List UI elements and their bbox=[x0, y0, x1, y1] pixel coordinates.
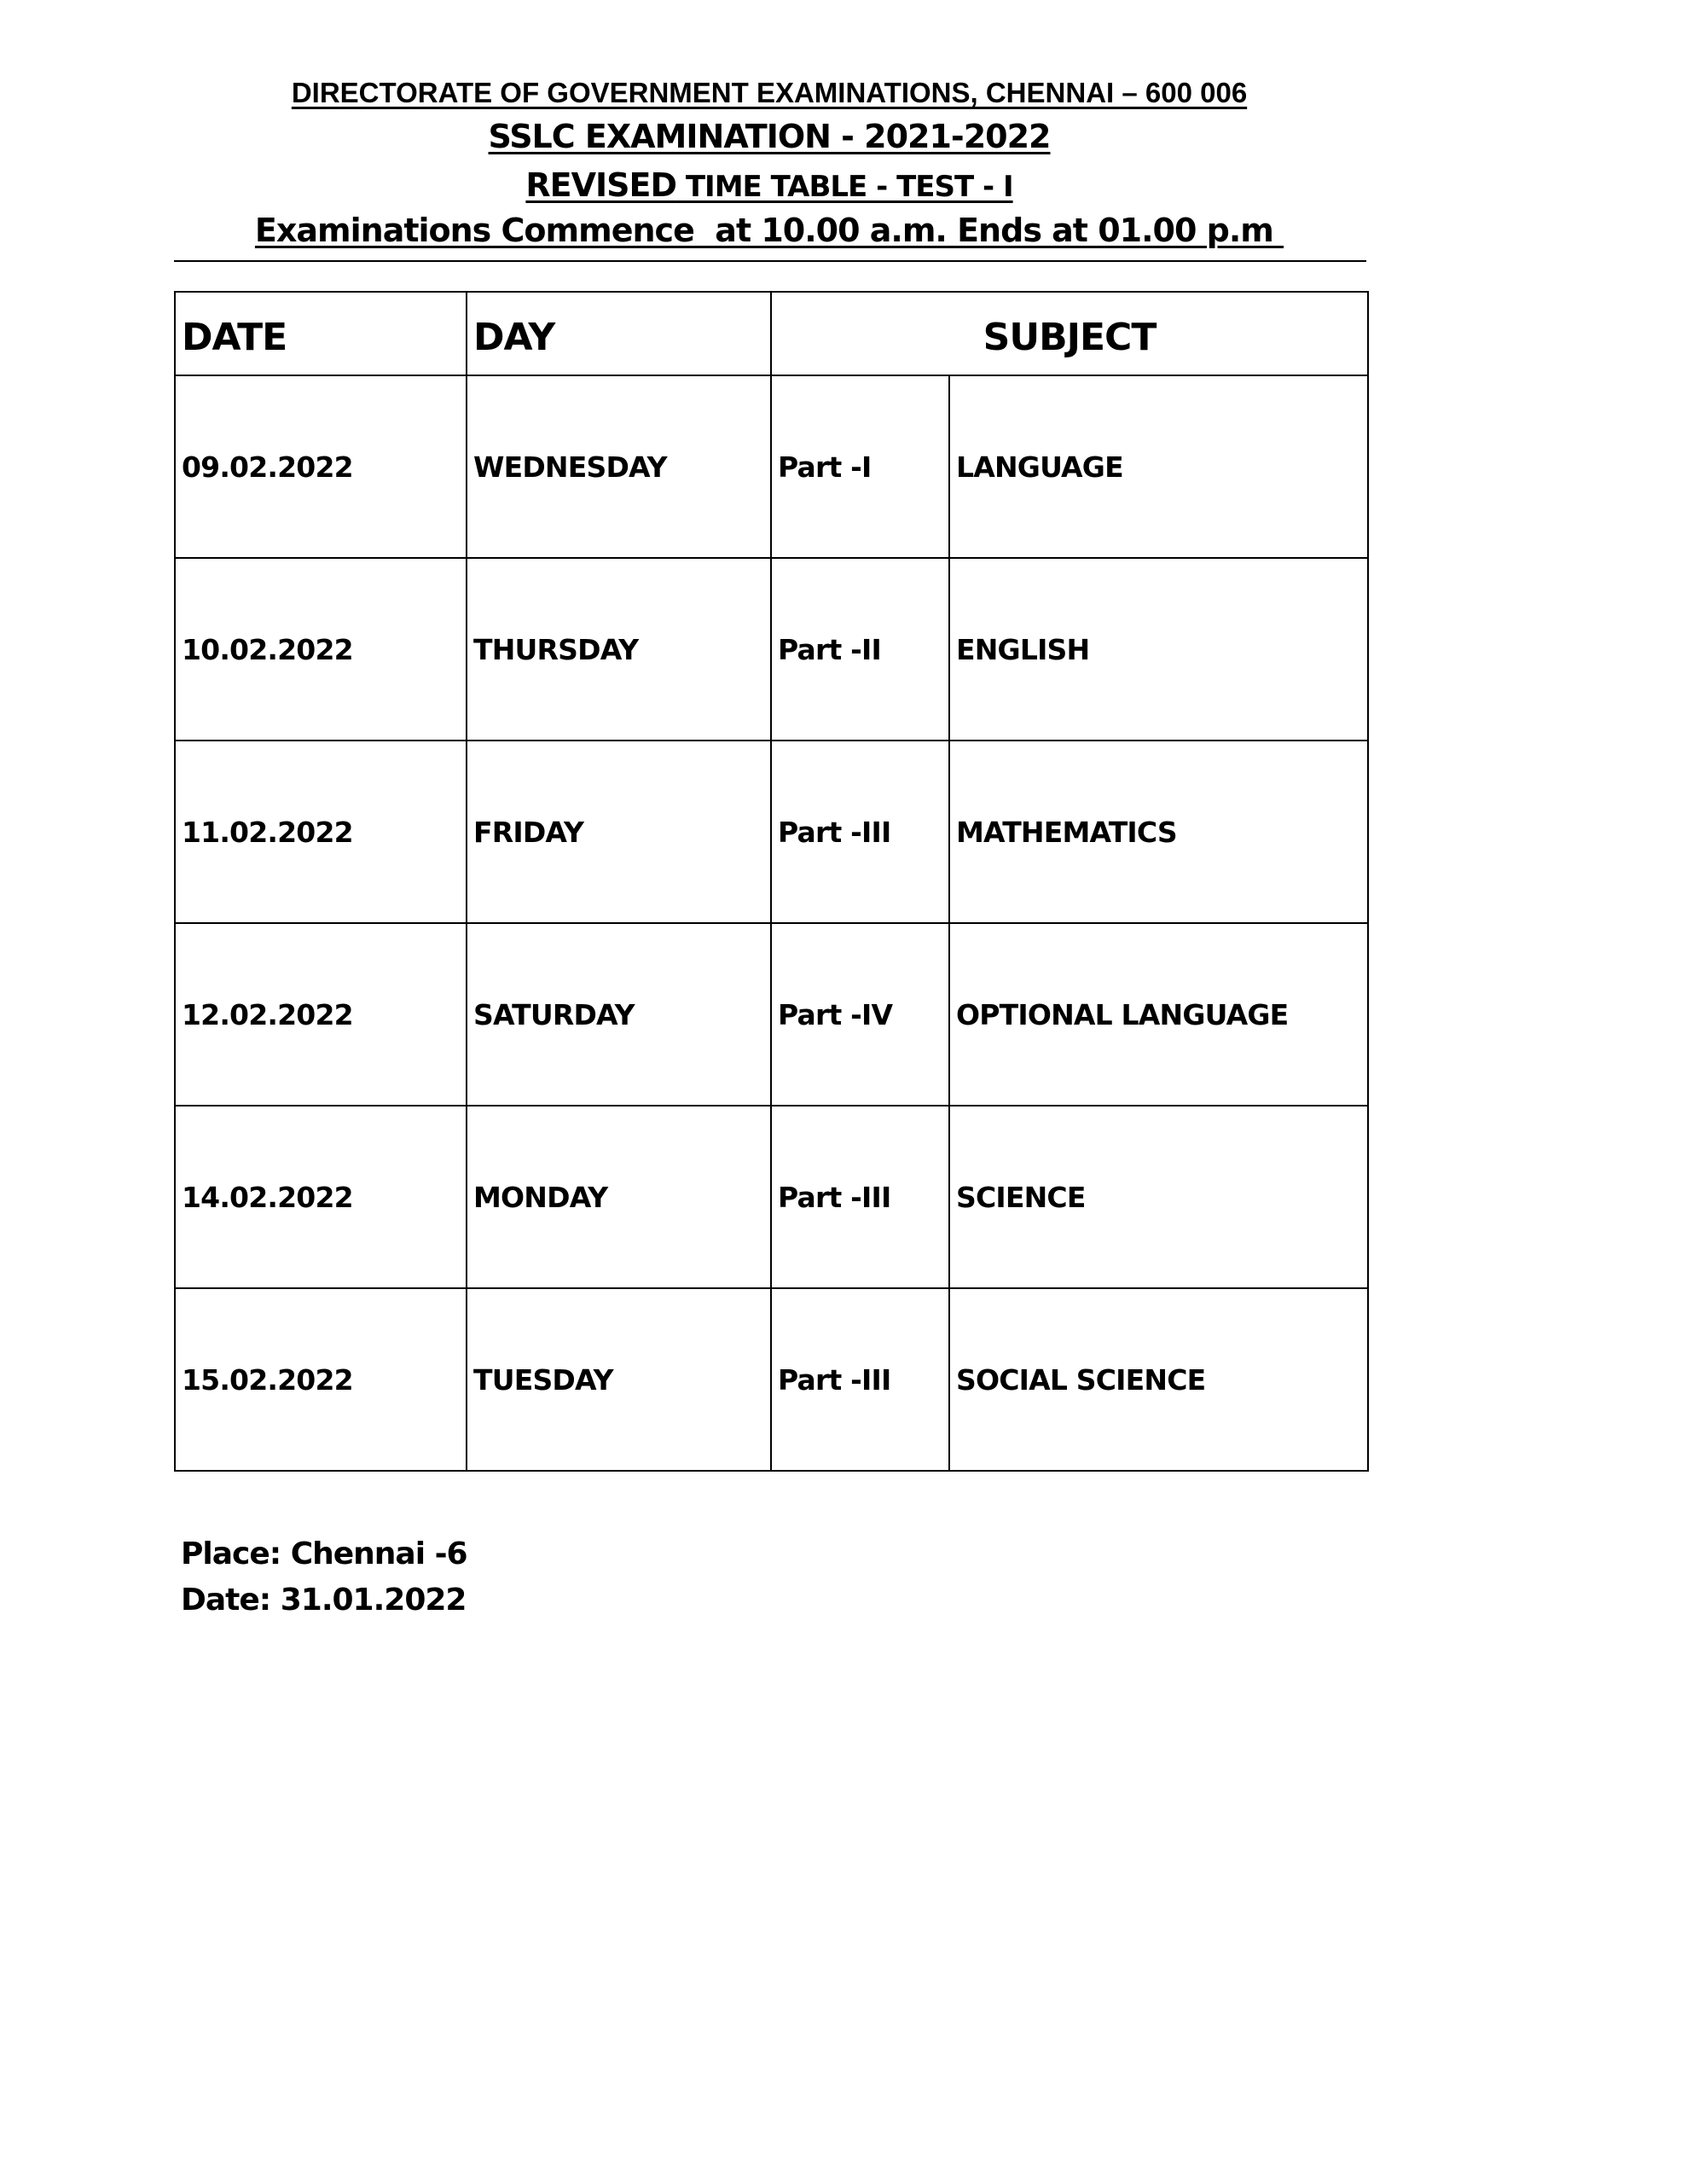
exam-title: SSLC EXAMINATION - 2021-2022 bbox=[488, 118, 1051, 155]
cell-part: Part -I bbox=[771, 375, 949, 558]
cell-day: MONDAY bbox=[467, 1106, 771, 1288]
timetable-title bbox=[0, 166, 1539, 204]
cell-part: Part -IV bbox=[771, 923, 949, 1106]
cell-part: Part -III bbox=[771, 741, 949, 923]
cell-date: 11.02.2022 bbox=[175, 741, 467, 923]
cell-date: 10.02.2022 bbox=[175, 558, 467, 741]
cell-subject: SCIENCE bbox=[949, 1106, 1368, 1288]
cell-part: Part -III bbox=[771, 1106, 949, 1288]
cell-day: WEDNESDAY bbox=[467, 375, 771, 558]
cell-day: THURSDAY bbox=[467, 558, 771, 741]
table-row bbox=[175, 741, 1368, 923]
date-line: Date: 31.01.2022 bbox=[181, 1583, 467, 1618]
cell-subject: SOCIAL SCIENCE bbox=[949, 1288, 1368, 1471]
table-row bbox=[175, 1106, 1368, 1288]
table-row bbox=[175, 1288, 1368, 1471]
cell-day: TUESDAY bbox=[467, 1288, 771, 1471]
header-subject: SUBJECT bbox=[771, 292, 1368, 375]
cell-day: FRIDAY bbox=[467, 741, 771, 923]
cell-part: Part -III bbox=[771, 1288, 949, 1471]
cell-subject: OPTIONAL LANGUAGE bbox=[949, 923, 1368, 1106]
directorate-heading: DIRECTORATE OF GOVERNMENT EXAMINATIONS, CHENNAI – 600 006 bbox=[291, 77, 1248, 108]
cell-date: 12.02.2022 bbox=[175, 923, 467, 1106]
exam-timing: Examinations Commence at 10.00 a.m. Ends at 01.00 p.m bbox=[254, 212, 1284, 249]
revised-label: REVISED bbox=[525, 166, 677, 204]
timetable bbox=[174, 291, 1369, 1472]
heading-divider bbox=[174, 260, 1366, 262]
cell-date: 14.02.2022 bbox=[175, 1106, 467, 1288]
timetable-label: TIME TABLE - TEST - I bbox=[676, 170, 1013, 204]
cell-subject: LANGUAGE bbox=[949, 375, 1368, 558]
table-row bbox=[175, 375, 1368, 558]
header-day: DAY bbox=[467, 292, 771, 375]
cell-date: 09.02.2022 bbox=[175, 375, 467, 558]
table-row bbox=[175, 558, 1368, 741]
header-date: DATE bbox=[175, 292, 467, 375]
table-header-row bbox=[175, 292, 1368, 375]
table-row bbox=[175, 923, 1368, 1106]
cell-day: SATURDAY bbox=[467, 923, 771, 1106]
cell-subject: MATHEMATICS bbox=[949, 741, 1368, 923]
cell-subject: ENGLISH bbox=[949, 558, 1368, 741]
cell-part: Part -II bbox=[771, 558, 949, 741]
cell-date: 15.02.2022 bbox=[175, 1288, 467, 1471]
place-line: Place: Chennai -6 bbox=[181, 1536, 467, 1571]
